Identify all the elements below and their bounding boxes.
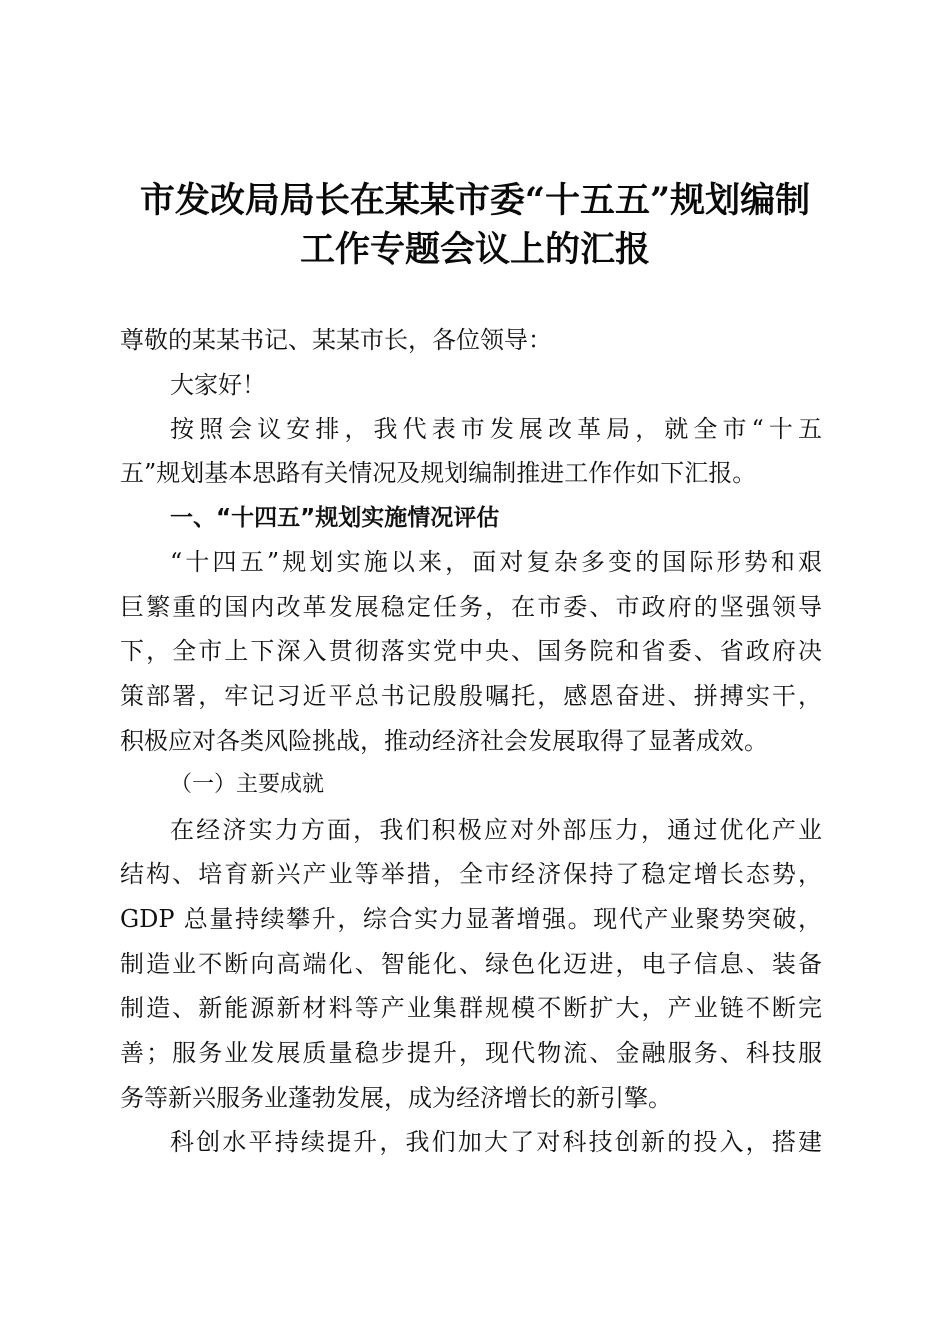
subsection-1-heading: （一）主要成就 [170,772,325,797]
intro-line-1: 按照会议安排，我代表市发展改革局，就全市“十五 [170,415,822,443]
intro-line-2: 五”规划基本思路有关情况及规划编制推进工作作如下汇报。 [120,459,757,487]
economy-para-line-7: 务等新兴服务业蓬勃发展，成为经济增长的新引擎。 [120,1084,672,1112]
innovation-para-line-1: 科创水平持续提升，我们加大了对科技创新的投入，搭建 [170,1128,822,1156]
document-title-line-2: 工作专题会议上的汇报 [299,229,650,270]
section-1-para-line-1: “十四五”规划实施以来，面对复杂多变的国际形势和艰 [170,548,822,576]
section-1-para-line-4: 策部署，牢记习近平总书记殷殷嘱托，感恩奋进、拼搏实干， [120,682,822,710]
section-1-para-line-3: 下，全市上下深入贯彻落实党中央、国务院和省委、省政府决 [120,637,822,665]
economy-para-line-1: 在经济实力方面，我们积极应对外部压力，通过优化产业 [170,816,822,844]
section-1-para-line-5: 积极应对各类风险挑战，推动经济社会发展取得了显著成效。 [120,727,768,755]
economy-para-line-2: 结构、培育新兴产业等举措，全市经济保持了稳定增长态势， [120,860,822,888]
section-1-para-line-2: 巨繁重的国内改革发展稳定任务，在市委、市政府的坚强领导 [120,593,822,621]
economy-para-line-6: 善；服务业发展质量稳步提升，现代物流、金融服务、科技服 [120,1039,822,1067]
document-title-line-1: 市发改局局长在某某市委“十五五”规划编制 [139,180,811,221]
salutation: 尊敬的某某书记、某某市长，各位领导： [120,326,552,354]
greeting: 大家好！ [170,371,266,399]
economy-para-line-4: 制造业不断向高端化、智能化、绿色化迈进，电子信息、装备 [120,950,822,978]
economy-para-line-3: GDP 总量持续攀升，综合实力显著增强。现代产业聚势突破， [120,905,822,933]
section-1-heading: 一、“十四五”规划实施情况评估 [170,505,500,531]
economy-para-line-5: 制造、新能源新材料等产业集群规模不断扩大，产业链不断完 [120,994,822,1022]
